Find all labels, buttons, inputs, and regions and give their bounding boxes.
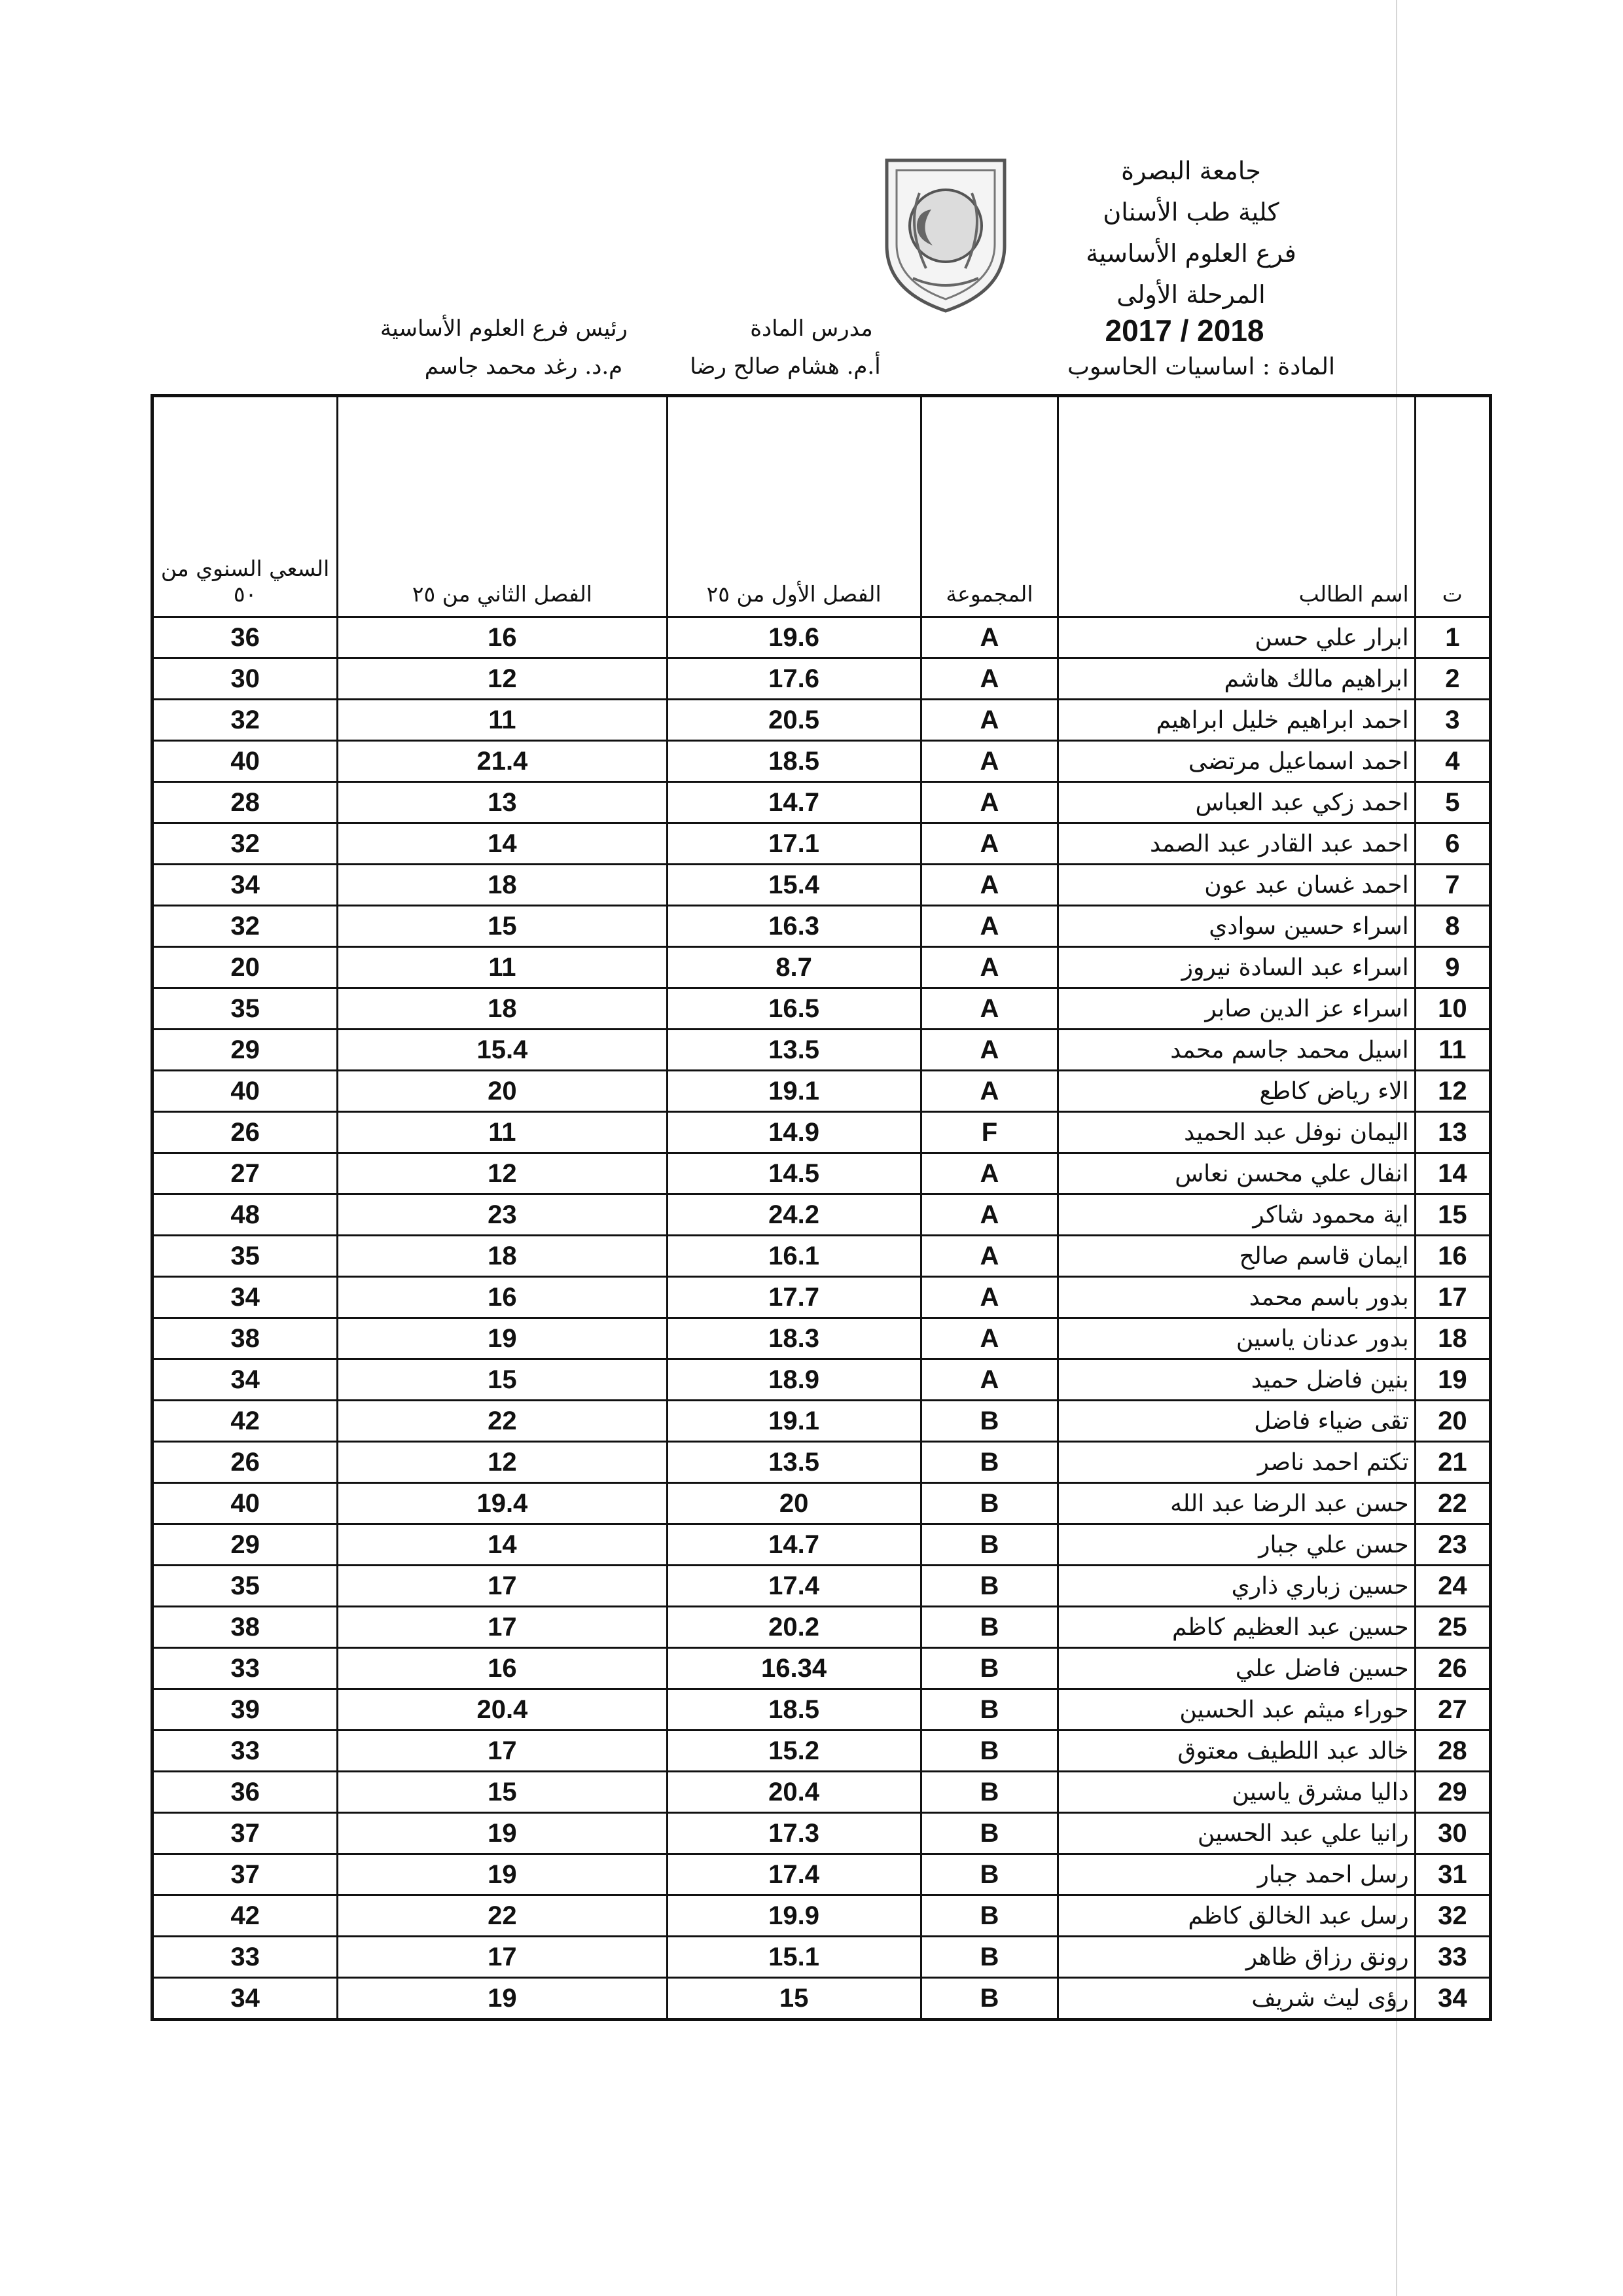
sem1-score: 16.5 [667, 988, 921, 1030]
table-row [152, 1318, 1491, 1359]
header-annual: السعي السنوي من ٥٠ [152, 396, 338, 617]
student-group: A [921, 1236, 1058, 1277]
student-name: رونق رزاق ظاهر [1058, 1937, 1415, 1978]
sem2-score: 18 [338, 1236, 667, 1277]
row-number: 12 [1415, 1071, 1490, 1112]
student-name: ابرار علي حسن [1058, 617, 1415, 658]
annual-score: 34 [152, 1277, 338, 1318]
student-name: احمد ابراهيم خليل ابراهيم [1058, 700, 1415, 741]
table-row [152, 1607, 1491, 1648]
student-group: B [921, 1566, 1058, 1607]
table-row [152, 700, 1491, 741]
student-group: A [921, 658, 1058, 700]
sem2-score: 18 [338, 865, 667, 906]
student-group: B [921, 1689, 1058, 1731]
student-name: بدور باسم محمد [1058, 1277, 1415, 1318]
sem2-score: 20 [338, 1071, 667, 1112]
annual-score: 40 [152, 1071, 338, 1112]
student-group: B [921, 1607, 1058, 1648]
annual-score: 38 [152, 1318, 338, 1359]
student-name: بنين فاضل حميد [1058, 1359, 1415, 1401]
sem1-score: 15 [667, 1978, 921, 2020]
row-number: 19 [1415, 1359, 1490, 1401]
annual-score: 38 [152, 1607, 338, 1648]
annual-score: 35 [152, 1236, 338, 1277]
sem2-score: 22 [338, 1401, 667, 1442]
student-group: A [921, 741, 1058, 782]
row-number: 1 [1415, 617, 1490, 658]
table-header-row [152, 396, 1491, 617]
student-group: A [921, 906, 1058, 947]
sem2-score: 15.4 [338, 1030, 667, 1071]
table-row [152, 1772, 1491, 1813]
student-group: A [921, 1318, 1058, 1359]
row-number: 25 [1415, 1607, 1490, 1648]
sem1-score: 19.1 [667, 1401, 921, 1442]
sem2-score: 11 [338, 700, 667, 741]
row-number: 21 [1415, 1442, 1490, 1483]
row-number: 34 [1415, 1978, 1490, 2020]
table-row [152, 1401, 1491, 1442]
sem1-score: 8.7 [667, 947, 921, 988]
table-row [152, 658, 1491, 700]
table-row [152, 1648, 1491, 1689]
annual-score: 32 [152, 906, 338, 947]
subject-label: المادة : اساسيات الحاسوب [1067, 353, 1335, 380]
row-number: 6 [1415, 823, 1490, 865]
annual-score: 35 [152, 1566, 338, 1607]
student-group: A [921, 865, 1058, 906]
row-number: 9 [1415, 947, 1490, 988]
header-group: المجموعة [921, 396, 1058, 617]
annual-score: 28 [152, 782, 338, 823]
annual-score: 37 [152, 1854, 338, 1895]
student-name: اسراء عبد السادة نيروز [1058, 947, 1415, 988]
student-name: داليا مشرق ياسين [1058, 1772, 1415, 1813]
table-row [152, 1937, 1491, 1978]
table-row [152, 823, 1491, 865]
student-group: F [921, 1112, 1058, 1153]
student-group: B [921, 1937, 1058, 1978]
student-name: بدور عدنان ياسين [1058, 1318, 1415, 1359]
row-number: 30 [1415, 1813, 1490, 1854]
annual-score: 48 [152, 1194, 338, 1236]
table-row [152, 1277, 1491, 1318]
student-name: تكتم احمد ناصر [1058, 1442, 1415, 1483]
student-group: A [921, 823, 1058, 865]
sem1-score: 24.2 [667, 1194, 921, 1236]
sem2-score: 17 [338, 1937, 667, 1978]
student-name: انفال علي محسن نعاس [1058, 1153, 1415, 1194]
student-group: A [921, 1153, 1058, 1194]
sem2-score: 11 [338, 1112, 667, 1153]
student-group: B [921, 1483, 1058, 1524]
teacher-title: مدرس المادة [750, 315, 873, 342]
student-group: A [921, 947, 1058, 988]
student-name: اليمان نوفل عبد الحميد [1058, 1112, 1415, 1153]
row-number: 13 [1415, 1112, 1490, 1153]
student-name: رؤى ليث شريف [1058, 1978, 1415, 2020]
sem1-score: 18.9 [667, 1359, 921, 1401]
annual-score: 34 [152, 1978, 338, 2020]
row-number: 23 [1415, 1524, 1490, 1566]
sem2-score: 12 [338, 1442, 667, 1483]
annual-score: 33 [152, 1937, 338, 1978]
table-row [152, 865, 1491, 906]
student-group: B [921, 1442, 1058, 1483]
sem1-score: 13.5 [667, 1030, 921, 1071]
row-number: 16 [1415, 1236, 1490, 1277]
table-row [152, 1483, 1491, 1524]
annual-score: 36 [152, 617, 338, 658]
row-number: 26 [1415, 1648, 1490, 1689]
table-row [152, 1030, 1491, 1071]
table-row [152, 1194, 1491, 1236]
annual-score: 34 [152, 1359, 338, 1401]
annual-score: 35 [152, 988, 338, 1030]
student-group: B [921, 1854, 1058, 1895]
row-number: 7 [1415, 865, 1490, 906]
sem1-score: 19.9 [667, 1895, 921, 1937]
student-name: ابراهيم مالك هاشم [1058, 658, 1415, 700]
student-group: A [921, 1277, 1058, 1318]
university-name: جامعة البصرة [1121, 156, 1261, 185]
annual-score: 29 [152, 1030, 338, 1071]
table-row [152, 1442, 1491, 1483]
row-number: 29 [1415, 1772, 1490, 1813]
row-number: 5 [1415, 782, 1490, 823]
row-number: 27 [1415, 1689, 1490, 1731]
annual-score: 32 [152, 700, 338, 741]
row-number: 18 [1415, 1318, 1490, 1359]
sem2-score: 19 [338, 1813, 667, 1854]
row-number: 24 [1415, 1566, 1490, 1607]
academic-year: 2017 / 2018 [1105, 314, 1264, 348]
table-row [152, 1978, 1491, 2020]
grades-body [152, 617, 1491, 2020]
sem2-score: 19.4 [338, 1483, 667, 1524]
annual-score: 29 [152, 1524, 338, 1566]
student-name: اية محمود شاكر [1058, 1194, 1415, 1236]
row-number: 10 [1415, 988, 1490, 1030]
student-group: B [921, 1895, 1058, 1937]
table-row [152, 988, 1491, 1030]
university-logo [867, 147, 1024, 317]
student-name: احمد اسماعيل مرتضى [1058, 741, 1415, 782]
student-group: A [921, 782, 1058, 823]
student-group: A [921, 1071, 1058, 1112]
sem2-score: 14 [338, 1524, 667, 1566]
row-number: 31 [1415, 1854, 1490, 1895]
row-number: 3 [1415, 700, 1490, 741]
annual-score: 42 [152, 1895, 338, 1937]
student-group: A [921, 1194, 1058, 1236]
student-name: حسين زباري ذاري [1058, 1566, 1415, 1607]
student-group: B [921, 1978, 1058, 2020]
table-row [152, 1854, 1491, 1895]
sem2-score: 12 [338, 1153, 667, 1194]
sem1-score: 20.2 [667, 1607, 921, 1648]
student-group: B [921, 1648, 1058, 1689]
annual-score: 33 [152, 1648, 338, 1689]
sem1-score: 20.4 [667, 1772, 921, 1813]
row-number: 33 [1415, 1937, 1490, 1978]
header-name: اسم الطالب [1058, 396, 1415, 617]
row-number: 2 [1415, 658, 1490, 700]
sem2-score: 19 [338, 1318, 667, 1359]
student-name: اسراء عز الدين صابر [1058, 988, 1415, 1030]
table-row [152, 1689, 1491, 1731]
student-name: رسل احمد جبار [1058, 1854, 1415, 1895]
annual-score: 36 [152, 1772, 338, 1813]
college-name: كلية طب الأسنان [1103, 198, 1279, 226]
annual-score: 34 [152, 865, 338, 906]
student-name: احمد غسان عبد عون [1058, 865, 1415, 906]
student-group: A [921, 1359, 1058, 1401]
annual-score: 26 [152, 1112, 338, 1153]
sem1-score: 14.9 [667, 1112, 921, 1153]
student-name: احمد عبد القادر عبد الصمد [1058, 823, 1415, 865]
stage-name: المرحلة الأولى [1116, 280, 1266, 309]
sem2-score: 19 [338, 1854, 667, 1895]
sem2-score: 17 [338, 1607, 667, 1648]
table-row [152, 617, 1491, 658]
teacher-name: أ.م. هشام صالح رضا [690, 353, 881, 380]
student-name: خالد عبد اللطيف معتوق [1058, 1731, 1415, 1772]
annual-score: 40 [152, 1483, 338, 1524]
sem2-score: 12 [338, 658, 667, 700]
sem2-score: 21.4 [338, 741, 667, 782]
sem1-score: 17.1 [667, 823, 921, 865]
sem2-score: 19 [338, 1978, 667, 2020]
grades-table [151, 394, 1492, 2021]
sem1-score: 16.34 [667, 1648, 921, 1689]
header-num: ت [1415, 396, 1490, 617]
row-number: 20 [1415, 1401, 1490, 1442]
student-group: A [921, 617, 1058, 658]
sem1-score: 18.5 [667, 741, 921, 782]
sem1-score: 17.7 [667, 1277, 921, 1318]
annual-score: 39 [152, 1689, 338, 1731]
sem2-score: 11 [338, 947, 667, 988]
sem1-score: 14.7 [667, 782, 921, 823]
row-number: 4 [1415, 741, 1490, 782]
table-row [152, 1895, 1491, 1937]
annual-score: 42 [152, 1401, 338, 1442]
table-row [152, 1566, 1491, 1607]
table-row [152, 741, 1491, 782]
student-name: اسراء حسين سوادي [1058, 906, 1415, 947]
header-sem2: الفصل الثاني من ٢٥ [338, 396, 667, 617]
sem2-score: 23 [338, 1194, 667, 1236]
row-number: 11 [1415, 1030, 1490, 1071]
student-name: تقى ضياء فاضل [1058, 1401, 1415, 1442]
student-group: A [921, 1030, 1058, 1071]
sem1-score: 15.1 [667, 1937, 921, 1978]
row-number: 8 [1415, 906, 1490, 947]
sem1-score: 14.5 [667, 1153, 921, 1194]
annual-score: 40 [152, 741, 338, 782]
table-row [152, 1731, 1491, 1772]
sem2-score: 16 [338, 617, 667, 658]
student-group: B [921, 1813, 1058, 1854]
sem2-score: 15 [338, 1359, 667, 1401]
sem1-score: 18.3 [667, 1318, 921, 1359]
student-name: اسيل محمد جاسم محمد [1058, 1030, 1415, 1071]
row-number: 17 [1415, 1277, 1490, 1318]
sem1-score: 17.4 [667, 1854, 921, 1895]
table-row [152, 1524, 1491, 1566]
sem2-score: 15 [338, 906, 667, 947]
sem1-score: 19.6 [667, 617, 921, 658]
student-group: B [921, 1731, 1058, 1772]
table-row [152, 782, 1491, 823]
row-number: 28 [1415, 1731, 1490, 1772]
sem1-score: 16.1 [667, 1236, 921, 1277]
annual-score: 33 [152, 1731, 338, 1772]
annual-score: 27 [152, 1153, 338, 1194]
student-name: حسن عبد الرضا عبد الله [1058, 1483, 1415, 1524]
sem2-score: 16 [338, 1277, 667, 1318]
sem1-score: 18.5 [667, 1689, 921, 1731]
table-row [152, 1236, 1491, 1277]
student-name: حسن علي جبار [1058, 1524, 1415, 1566]
department-name: فرع العلوم الأساسية [1086, 239, 1296, 268]
row-number: 22 [1415, 1483, 1490, 1524]
table-row [152, 1813, 1491, 1854]
sem1-score: 15.4 [667, 865, 921, 906]
row-number: 14 [1415, 1153, 1490, 1194]
sem1-score: 20 [667, 1483, 921, 1524]
sem1-score: 16.3 [667, 906, 921, 947]
sem1-score: 20.5 [667, 700, 921, 741]
sem1-score: 17.4 [667, 1566, 921, 1607]
sem2-score: 13 [338, 782, 667, 823]
student-group: A [921, 988, 1058, 1030]
table-row [152, 1071, 1491, 1112]
header-sem1: الفصل الأول من ٢٥ [667, 396, 921, 617]
annual-score: 20 [152, 947, 338, 988]
sem2-score: 15 [338, 1772, 667, 1813]
head-title: رئيس فرع العلوم الأساسية [380, 315, 628, 342]
sem2-score: 14 [338, 823, 667, 865]
sem1-score: 19.1 [667, 1071, 921, 1112]
annual-score: 26 [152, 1442, 338, 1483]
sem2-score: 22 [338, 1895, 667, 1937]
sem2-score: 20.4 [338, 1689, 667, 1731]
student-name: حسين عبد العظيم كاظم [1058, 1607, 1415, 1648]
sem2-score: 17 [338, 1566, 667, 1607]
sem2-score: 16 [338, 1648, 667, 1689]
student-name: الاء رياض كاطع [1058, 1071, 1415, 1112]
student-group: A [921, 700, 1058, 741]
annual-score: 37 [152, 1813, 338, 1854]
row-number: 32 [1415, 1895, 1490, 1937]
student-name: حسين فاضل علي [1058, 1648, 1415, 1689]
student-group: B [921, 1401, 1058, 1442]
sem1-score: 17.3 [667, 1813, 921, 1854]
university-header [1054, 151, 1329, 315]
sem2-score: 17 [338, 1731, 667, 1772]
sem1-score: 13.5 [667, 1442, 921, 1483]
student-name: رسل عبد الخالق كاظم [1058, 1895, 1415, 1937]
student-name: حوراء ميثم عبد الحسين [1058, 1689, 1415, 1731]
annual-score: 32 [152, 823, 338, 865]
sem1-score: 14.7 [667, 1524, 921, 1566]
student-name: احمد زكي عبد العباس [1058, 782, 1415, 823]
student-group: B [921, 1524, 1058, 1566]
sem1-score: 15.2 [667, 1731, 921, 1772]
sem1-score: 17.6 [667, 658, 921, 700]
student-name: ايمان قاسم صالح [1058, 1236, 1415, 1277]
table-row [152, 1112, 1491, 1153]
sem2-score: 18 [338, 988, 667, 1030]
annual-score: 30 [152, 658, 338, 700]
table-row [152, 906, 1491, 947]
table-row [152, 947, 1491, 988]
table-row [152, 1359, 1491, 1401]
row-number: 15 [1415, 1194, 1490, 1236]
table-row [152, 1153, 1491, 1194]
head-name: م.د. رغد محمد جاسم [424, 353, 623, 380]
student-group: B [921, 1772, 1058, 1813]
student-name: رانيا علي عبد الحسين [1058, 1813, 1415, 1854]
